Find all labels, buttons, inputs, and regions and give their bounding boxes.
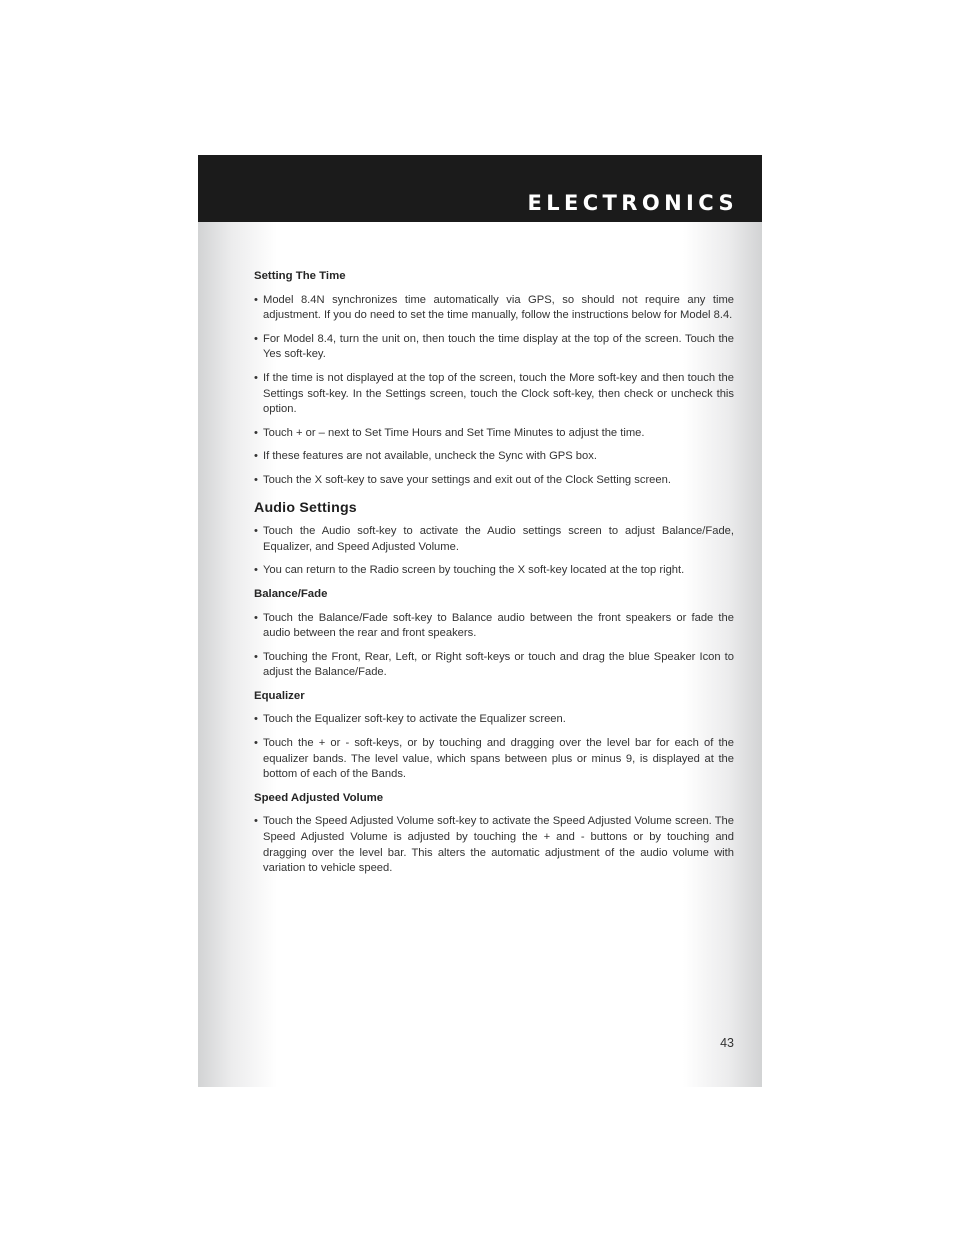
list-item: • If the time is not displayed at the top of the screen, touch the More soft-key and then touch the Settings soft-key. In the Settings screen, touch the Clock soft-key, then check or uncheck this option. (254, 371, 734, 418)
list-audio-settings (254, 524, 734, 579)
list-item: • Touch the Equalizer soft-key to activate the Equalizer screen. (254, 712, 734, 728)
manual-page (198, 155, 762, 1087)
list-item: • Touch the X soft-key to save your settings and exit out of the Clock Setting screen. (254, 473, 734, 489)
list-item: • Model 8.4N synchronizes time automatically via GPS, so should not require any time adjustment. If you do need to set the time manually, follow the instructions below for Model 8.4. (254, 293, 734, 324)
heading-speed-adjusted-volume: Speed Adjusted Volume (254, 791, 384, 804)
heading-equalizer: Equalizer (254, 689, 305, 702)
heading-balance-fade: Balance/Fade (254, 587, 328, 600)
list-item: • Touch + or – next to Set Time Hours and Set Time Minutes to adjust the time. (254, 426, 734, 442)
list-equalizer (254, 712, 734, 782)
list-item: • You can return to the Radio screen by touching the X soft-key located at the top right. (254, 563, 734, 579)
list-item: • Touch the Speed Adjusted Volume soft-key to activate the Speed Adjusted Volume screen. The Speed Adjusted Volume is adjusted by touching the + and - buttons or by touching and dragging over the level bar. This alters the automatic adjustment of the audio volume with variation to vehicle speed. (254, 814, 734, 876)
header-band (198, 155, 762, 222)
heading-audio-settings: Audio Settings (254, 499, 357, 516)
list-setting-the-time (254, 293, 734, 489)
list-item: • For Model 8.4, turn the unit on, then touch the time display at the top of the screen. Touch the Yes soft-key. (254, 332, 734, 363)
list-item: • Touch the Audio soft-key to activate the Audio settings screen to adjust Balance/Fade, Equalizer, and Speed Adjusted Volume. (254, 524, 734, 555)
list-item: • If these features are not available, uncheck the Sync with GPS box. (254, 449, 734, 465)
list-speed-adjusted-volume (254, 814, 734, 876)
list-item: • Touch the + or - soft-keys, or by touching and dragging over the level bar for each of the equalizer bands. The level value, which spans between plus or minus 9, is displayed at the bottom of each of the Bands. (254, 736, 734, 783)
list-item: • Touching the Front, Rear, Left, or Right soft-keys or touch and drag the blue Speaker Icon to adjust the Balance/Fade. (254, 650, 734, 681)
list-item: • Touch the Balance/Fade soft-key to Balance audio between the front speakers or fade the audio between the rear and front speakers. (254, 611, 734, 642)
section-title: ELECTRONICS (527, 191, 738, 215)
page-content (254, 269, 734, 885)
page-number: 43 (720, 1036, 734, 1050)
list-balance-fade (254, 611, 734, 681)
heading-setting-the-time: Setting The Time (254, 270, 346, 282)
